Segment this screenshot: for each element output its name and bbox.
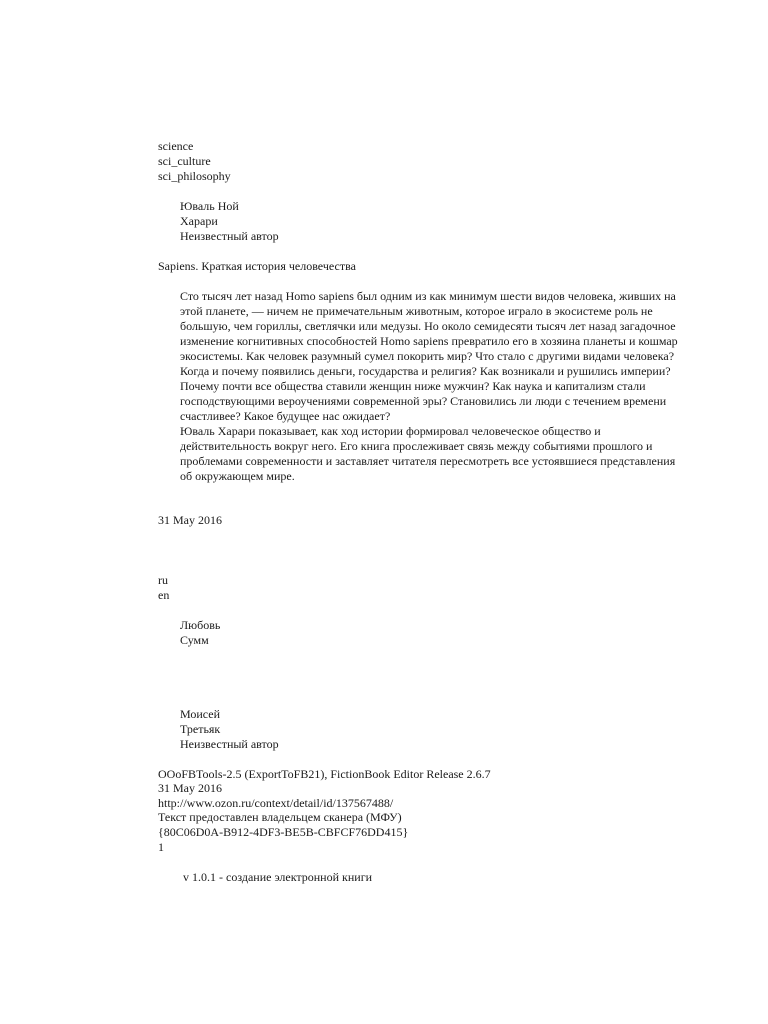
document-date: 31 May 2016: [158, 781, 222, 795]
author-last-name: Харари: [180, 214, 218, 228]
genre-sci-culture: sci_culture: [158, 154, 211, 168]
author-note: Неизвестный автор: [180, 229, 279, 243]
annotation-paragraph-1: Сто тысяч лет назад Homo sapiens был одним из как минимум шести видов человека, живших на этой планете, — ничем не примечательным животным, которое играло в экосистеме роль не большую, чем гориллы, светлячки или медузы. Но около семидесяти тысяч лет назад загадочное изменение когнитивных способностей Homo sapiens превратило его в хозяина планеты и кошмар экосистемы. Как человек разумный сумел покорить мир? Что стало с другими видами человека? Когда и почему появились деньги, государства и религия? Как возникали и рушились империи? Почему почти все общества ставили женщин ниже мужчин? Как наука и капитализм стали господствующими вероучениями современной эры? Становились ли люди с течением времени счастливее? Какое будущее нас ожидает?: [180, 289, 678, 423]
program-used: OOoFBTools-2.5 (ExportToFB21), FictionBook Editor Release 2.6.7: [158, 767, 491, 781]
genre-sci-philosophy: sci_philosophy: [158, 169, 231, 183]
book-date: 31 May 2016: [158, 513, 222, 527]
document-author-first-name: Моисей: [180, 707, 221, 721]
annotation: [180, 289, 680, 484]
genre-science: science: [158, 139, 194, 153]
author-first-name: Юваль Ной: [180, 199, 239, 213]
document-history: v 1.0.1 - создание электронной книги: [183, 870, 373, 884]
document-author-note: Неизвестный автор: [180, 737, 279, 751]
source-ocr: Текст предоставлен владельцем сканера (МФУ): [158, 810, 402, 824]
translator-last-name: Сумм: [180, 633, 209, 647]
source-url: http://www.ozon.ru/context/detail/id/137567488/: [158, 796, 394, 810]
document-author-last-name: Третьяк: [180, 722, 221, 736]
annotation-paragraph-2: Юваль Харари показывает, как ход истории формировал человеческое общество и действительность вокруг него. Его книга прослеживает связь между событиями прошлого и проблемами современности и заставляет читателя пересмотреть все устоявшиеся представления об окружающем мире.: [180, 424, 676, 483]
lang: ru: [158, 573, 168, 587]
book-title: Sapiens. Краткая история человечества: [158, 259, 356, 273]
document-version: 1: [158, 840, 164, 854]
src-lang: en: [158, 588, 170, 602]
document-id: {80C06D0A-B912-4DF3-BE5B-CBFCF76DD415}: [158, 825, 409, 839]
translator-first-name: Любовь: [180, 618, 221, 632]
